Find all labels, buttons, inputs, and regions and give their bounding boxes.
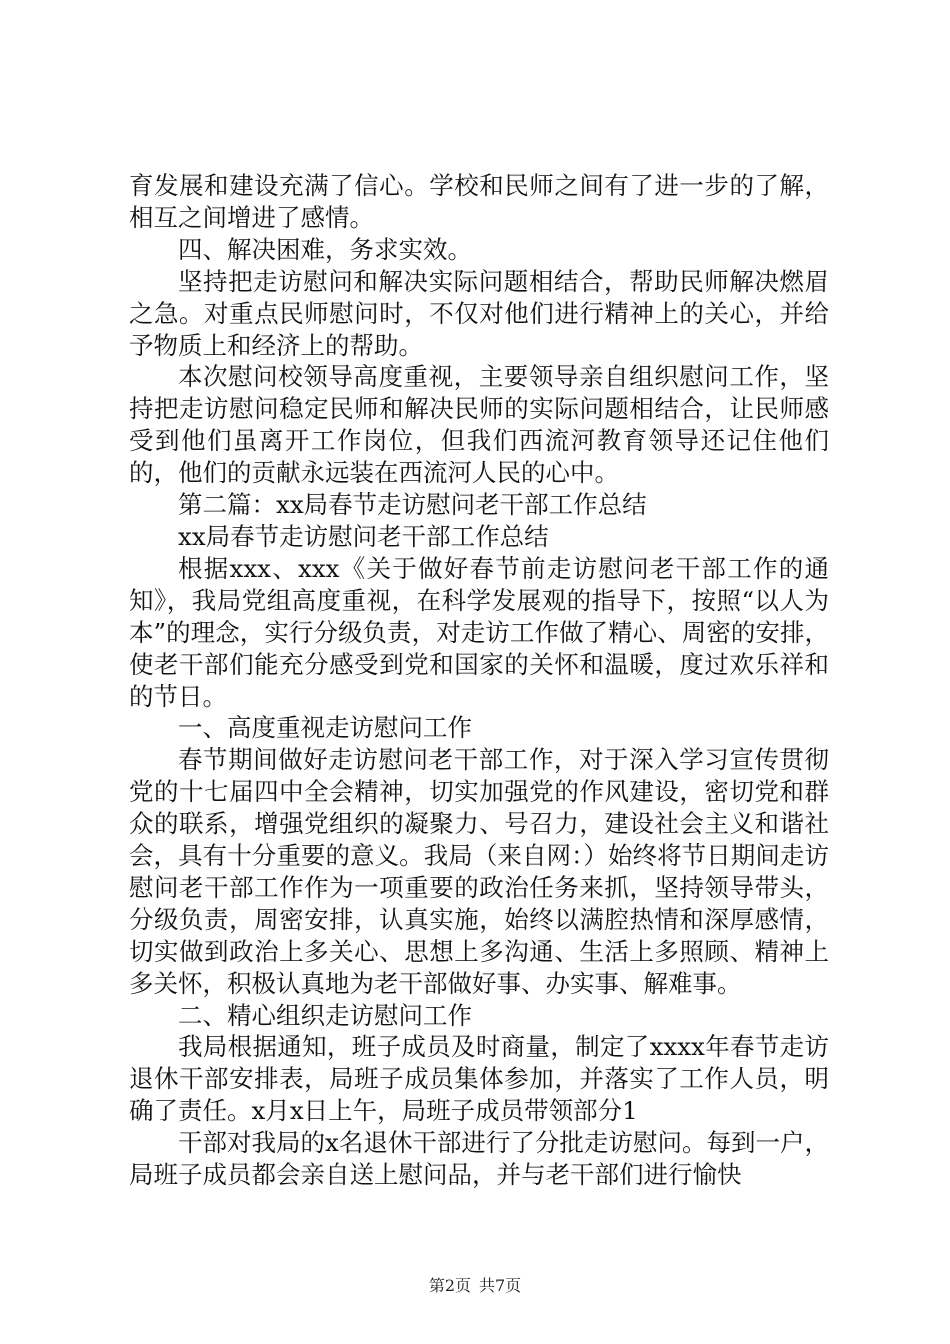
page-number: 第2页 xyxy=(428,1276,471,1295)
paragraph: 春节期间做好走访慰问老干部工作，对于深入学习宣传贯彻党的十七届四中全会精神，切实加强党的作风建设，密切党和群众的联系，增强党组织的凝聚力、号召力，建设社会主义和谐社会，具有十分重要的意义。我局（来自网：）始终将节日期间走访慰问老干部工作作为一项重要的政治任务来抓，坚持领导带头，分级负责，周密安排，认真实施，始终以满腔热情和深厚感情，切实做到政治上多关心、思想上多沟通、生活上多照顾、精神上多关怀，积极认真地为老干部做好事、办实事、解难事。 xyxy=(129,745,829,998)
article-title: 第二篇：xx局春节走访慰问老干部工作总结 xyxy=(178,490,647,520)
document-body xyxy=(129,170,829,1191)
page-footer xyxy=(0,1276,950,1296)
section-heading: 一、高度重视走访慰问工作 xyxy=(178,713,472,743)
paragraph: 干部对我局的x名退休干部进行了分批走访慰问。每到一户，局班子成员都会亲自送上慰问品，并与老干部们进行愉快 xyxy=(129,1128,829,1190)
paragraph: 我局根据通知，班子成员及时商量，制定了xxxx年春节走访退休干部安排表，局班子成员集体参加，并落实了工作人员，明确了责任。x月x日上午，局班子成员带领部分1 xyxy=(129,1032,829,1126)
paragraph: 坚持把走访慰问和解决实际问题相结合，帮助民师解决燃眉之急。对重点民师慰问时，不仅对他们进行精神上的关心，并给予物质上和经济上的帮助。 xyxy=(129,266,829,360)
paragraph: 根据xxx、xxx《关于做好春节前走访慰问老干部工作的通知》，我局党组高度重视，在科学发展观的指导下，按照“以人为本”的理念，实行分级负责，对走访工作做了精心、周密的安排，使老干部们能充分感受到党和国家的关怀和温暖，度过欢乐祥和的节日。 xyxy=(129,553,829,711)
paragraph: 育发展和建设充满了信心。学校和民师之间有了进一步的了解，相互之间增进了感情。 xyxy=(129,171,829,232)
paragraph: 本次慰问校领导高度重视，主要领导亲自组织慰问工作，坚持把走访慰问稳定民师和解决民师的实际问题相结合，让民师感受到他们虽离开工作岗位，但我们西流河教育领导还记住他们的，他们的贡献永远装在西流河人民的心中。 xyxy=(129,362,829,488)
page-total: 共7页 xyxy=(479,1276,522,1295)
article-subtitle: xx局春节走访慰问老干部工作总结 xyxy=(178,521,549,551)
section-heading: 二、精心组织走访慰问工作 xyxy=(178,1000,472,1030)
section-heading: 四、解决困难，务求实效。 xyxy=(178,234,472,264)
